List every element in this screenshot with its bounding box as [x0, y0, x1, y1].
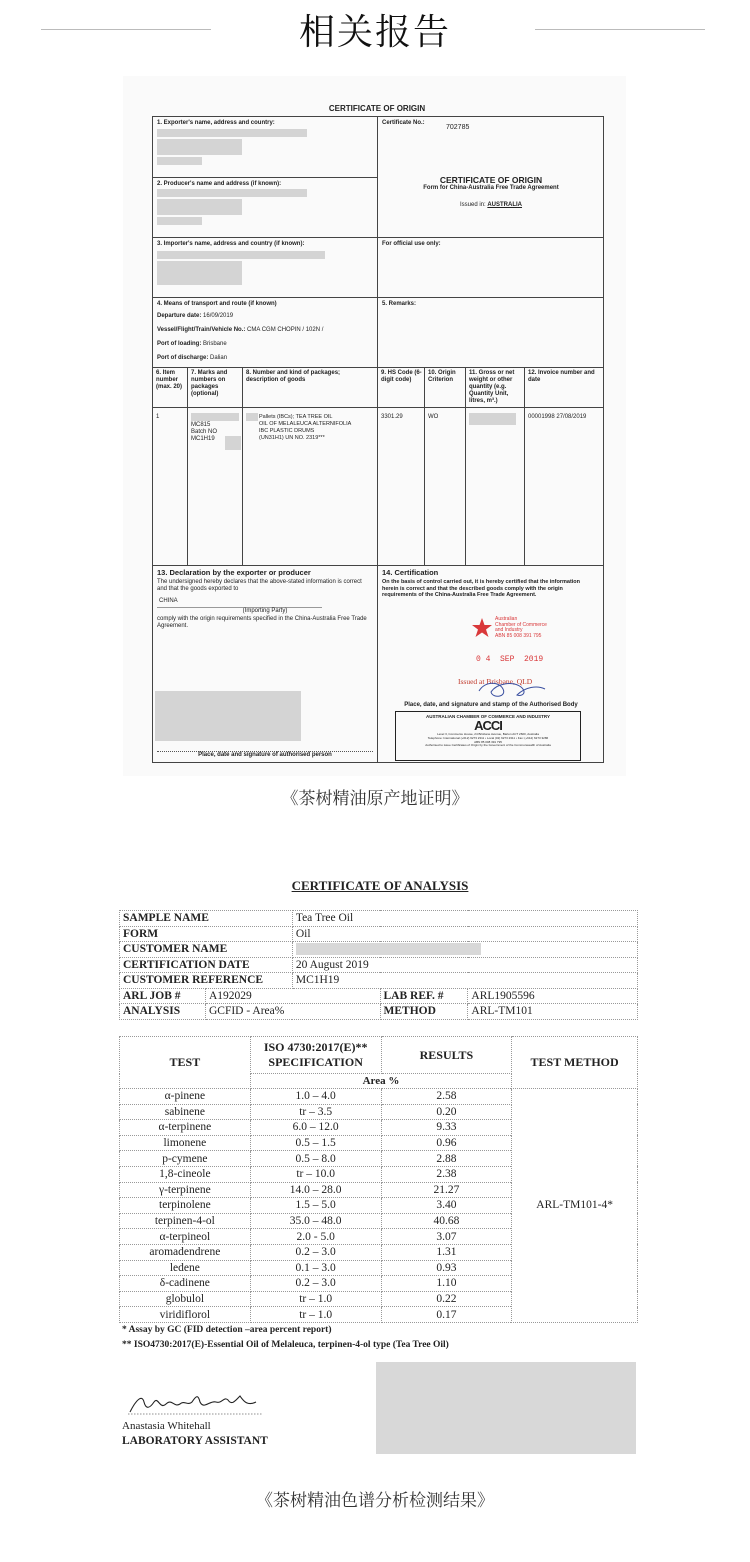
coo-col12-header: 12. Invoice number and date	[528, 370, 595, 383]
coo-box1-label: 1. Exporter's name, address and country:	[157, 120, 275, 126]
coa-arl-job-label: ARL JOB #	[120, 988, 206, 1004]
coa-signature	[126, 1390, 266, 1418]
coo-box2-label: 2. Producer's name and address (if known):	[157, 181, 282, 187]
coo-authorised-signature	[473, 677, 553, 703]
table-row	[120, 926, 638, 942]
coo-official-use-label: For official use only:	[382, 241, 441, 247]
coa-cert-date-label: CERTIFICATION DATE	[120, 957, 293, 973]
redacted-block	[157, 199, 242, 215]
coo-port-discharge-value: Dalian	[210, 355, 228, 361]
coo-col10-header: 10. Origin Criterion	[428, 370, 456, 383]
coo-row-line	[153, 565, 603, 566]
coa-cell-result: 40.68	[381, 1213, 512, 1229]
coo-departure-date: 16/09/2019	[203, 313, 234, 319]
coa-cell-result: 2.38	[381, 1166, 512, 1182]
coo-col8-header: 8. Number and kind of packages; description of goods	[246, 370, 341, 383]
coo-invoice: 00001998 27/08/2019	[528, 414, 587, 420]
coo-item-no: 1	[156, 414, 160, 420]
coa-cell-result: 0.22	[381, 1291, 512, 1307]
coo-col-line	[465, 367, 466, 565]
coo-col-line	[377, 367, 378, 762]
coa-unit: Area %	[250, 1074, 512, 1089]
coo-issued-in	[379, 202, 603, 209]
coa-cell-result: 21.27	[381, 1182, 512, 1198]
coo-doc-title: CERTIFICATE OF ORIGIN	[328, 104, 426, 113]
coo-row-line	[153, 407, 603, 408]
coa-cell-spec: 6.0 – 12.0	[250, 1120, 381, 1136]
coo-box13-sign: Place, date and signature of authorised person	[157, 751, 373, 759]
coo-form	[152, 116, 604, 763]
coo-box3-label: 3. Importer's name, address and country (if known):	[157, 241, 305, 247]
coo-col-line	[524, 367, 525, 565]
coa-title: CERTIFICATE OF ANALYSIS	[291, 878, 469, 893]
coo-stamp-line: Australian	[495, 616, 518, 622]
coo-marks: MC815 Batch NO MC1H19	[191, 422, 218, 442]
coo-hs-code: 3301.29	[381, 414, 403, 420]
coa-cell-result: 1.10	[381, 1276, 512, 1292]
coo-origin-criterion: WO	[428, 414, 439, 420]
coo-vessel	[157, 327, 323, 334]
redacted-block	[157, 157, 202, 165]
coo-port-loading	[157, 341, 227, 348]
coo-row-line	[153, 237, 603, 238]
coo-col-line	[424, 367, 425, 565]
coo-stamp-line: Chamber of Commerce	[495, 621, 547, 628]
redacted-block	[157, 277, 242, 285]
coo-right-title: CERTIFICATE OF ORIGIN	[439, 175, 543, 185]
coa-cell-test: δ-cadinene	[120, 1276, 251, 1292]
coa-lab-ref: ARL1905596	[468, 988, 638, 1004]
coa-form: Oil	[292, 926, 637, 942]
coo-issued-in-value: AUSTRALIA	[487, 202, 523, 208]
coo-row-line	[153, 177, 377, 178]
coo-port-loading-value: Brisbane	[203, 341, 227, 347]
coo-importing-party: (Importing Party)	[242, 608, 288, 614]
coa-method-label: METHOD	[380, 1004, 468, 1020]
redacted-block	[191, 413, 239, 421]
coa-cell-spec: tr – 1.0	[250, 1307, 381, 1323]
coo-col-line	[187, 367, 188, 565]
coo-stamp-line: and Industry	[495, 627, 523, 633]
coa-cell-result: 9.33	[381, 1120, 512, 1136]
coo-top-split	[377, 117, 378, 367]
coo-col7-header: 7. Marks and numbers on packages (optional)	[191, 370, 228, 397]
coa-cell-test: terpinolene	[120, 1198, 251, 1214]
coa-cell-spec: 0.5 – 8.0	[250, 1151, 381, 1167]
coa-cell-result: 3.40	[381, 1198, 512, 1214]
coa-cell-test: globulol	[120, 1291, 251, 1307]
table-row	[120, 1089, 638, 1105]
redacted-block	[157, 129, 307, 137]
coa-cell-test: α-terpinene	[120, 1120, 251, 1136]
coa-cell-spec: tr – 10.0	[250, 1166, 381, 1182]
coo-row-line	[153, 297, 603, 298]
coa-cell-result: 0.17	[381, 1307, 512, 1323]
coo-row-line	[153, 367, 603, 368]
coa-cell-spec: 0.2 – 3.0	[250, 1244, 381, 1260]
coo-departure	[157, 313, 233, 320]
coa-signatory: Anastasia Whitehall	[122, 1420, 211, 1432]
coo-box14-text: On the basis of control carried out, it is hereby certified that the information herein is correct and that the described goods comply with the origin requirements of the China-Australia Free Trade Agreement.	[382, 579, 581, 598]
coo-port-discharge	[157, 355, 227, 362]
header-rule-right	[535, 29, 705, 30]
coa-test-method-value: ARL-TM101-4*	[512, 1089, 638, 1323]
coo-port-loading-label: Port of loading:	[157, 341, 202, 347]
redacted-block	[157, 189, 307, 197]
coo-chamber-address: Level 3, Commerce House, 24 Brisbane Avenue, Barton ACT 2600, Australia	[437, 732, 539, 736]
coa-cell-test: terpinen-4-ol	[120, 1213, 251, 1229]
coa-cell-test: α-terpineol	[120, 1229, 251, 1245]
coo-box4-label: 4. Means of transport and route (if known)	[157, 301, 277, 307]
coa-cell-spec: 1.0 – 4.0	[250, 1089, 381, 1105]
table-row	[120, 988, 638, 1004]
coo-stamp-date: 0 4 SEP 2019	[476, 655, 544, 664]
coo-box13-text: The undersigned hereby declares that the above-stated information is correct and that the goods exported to	[157, 579, 362, 592]
coo-chamber-phone: Telephone: International (+612) 6273 2311 • Local (02) 6273 2311 • Fax: (+612) 6273 3286	[427, 735, 549, 740]
coa-note-1: * Assay by GC (FID detection –area percent report)	[122, 1325, 332, 1335]
coo-box13-text2: comply with the origin requirements specified in the China-Australia Free Trade Agreement.	[157, 616, 367, 629]
table-header-row	[120, 1037, 638, 1074]
coa-cell-result: 1.31	[381, 1244, 512, 1260]
coa-arl-job: A192029	[205, 988, 380, 1004]
coo-chamber-abn: ABN 85 008 391 795	[474, 739, 502, 744]
table-row	[120, 942, 638, 958]
coa-cell-test: p-cymene	[120, 1151, 251, 1167]
coa-cert-date: 20 August 2019	[292, 957, 637, 973]
coa-cell-result: 0.96	[381, 1135, 512, 1151]
coo-goods: Pallets (IBCs); TEA TREE OIL OIL OF MELALEUCA ALTERNIFOLIA IBC PLASTIC DRUMS (UN31H1) UN NO. 2319***	[259, 414, 352, 441]
coa-cell-test: viridiflorol	[120, 1307, 251, 1323]
coa-analysis: GCFID - Area%	[205, 1004, 380, 1020]
coa-cell-test: ledene	[120, 1260, 251, 1276]
coa-note-2: ** ISO4730:2017(E)-Essential Oil of Melaleuca, terpinen-4-ol type (Tea Tree Oil)	[122, 1340, 449, 1350]
section-title: 相关报告	[298, 12, 451, 53]
coo-box13-country: CHINA	[159, 598, 178, 604]
coo-chamber-footer: Authorised to issue Certificates of Origin by the Government of the Commonwealth of Australia	[425, 743, 551, 748]
chamber-star-logo-icon	[471, 617, 493, 639]
coo-box5-label: 5. Remarks:	[382, 301, 417, 307]
coa-col-spec: ISO 4730:2017(E)** SPECIFICATION	[250, 1037, 381, 1074]
coa-results-table	[119, 1036, 638, 1323]
coo-port-discharge-label: Port of discharge:	[157, 355, 209, 361]
coa-cell-spec: tr – 1.0	[250, 1291, 381, 1307]
coa-cell-spec: 0.2 – 3.0	[250, 1276, 381, 1292]
coo-col11-header: 11. Gross or net weight or other quantity (e.g. Quantity Unit, litres, m³.)	[469, 370, 515, 404]
table-row	[120, 957, 638, 973]
coa-cell-spec: 2.0 - 5.0	[250, 1229, 381, 1245]
coa-results-body	[120, 1089, 638, 1323]
coo-cert-no: 702785	[446, 124, 470, 131]
coa-cust-ref: MC1H19	[292, 973, 637, 989]
coa-cell-spec: tr – 3.5	[250, 1104, 381, 1120]
redacted-signature-block	[155, 691, 301, 741]
coo-chamber-name: AUSTRALIAN CHAMBER OF COMMERCE AND INDUSTRY	[426, 714, 550, 719]
coo-issued-at: Issued at Brisbane, QLD	[458, 677, 533, 686]
coa-cell-spec: 35.0 – 48.0	[250, 1213, 381, 1229]
coa-cell-spec: 1.5 – 5.0	[250, 1198, 381, 1214]
coa-customer-name-redacted	[292, 942, 637, 958]
coa-cell-spec: 0.5 – 1.5	[250, 1135, 381, 1151]
redacted-block	[157, 139, 242, 155]
redacted-block	[157, 217, 202, 225]
coa-cell-result: 0.93	[381, 1260, 512, 1276]
coo-col9-header: 9. HS Code (6-digit code)	[381, 370, 422, 383]
coa-cell-result: 0.20	[381, 1104, 512, 1120]
coa-cell-spec: 0.1 – 3.0	[250, 1260, 381, 1276]
coo-issued-in-label: Issued in:	[459, 202, 486, 208]
coa-sample-name-label: SAMPLE NAME	[120, 911, 293, 927]
redacted-block	[225, 436, 241, 450]
redacted-stamp-block	[376, 1362, 636, 1454]
coa-cust-ref-label: CUSTOMER REFERENCE	[120, 973, 293, 989]
coa-col-method: TEST METHOD	[512, 1037, 638, 1089]
coa-col-test: TEST	[120, 1037, 251, 1089]
redacted-block	[469, 413, 516, 425]
coo-right-subtitle: Form for China-Australia Free Trade Agreement	[423, 185, 559, 191]
coo-cert-no-label: Certificate No.:	[382, 120, 425, 126]
coo-box13-title: 13. Declaration by the exporter or producer	[157, 568, 311, 577]
caption-origin-certificate: 《茶树精油原产地证明》	[281, 789, 469, 809]
coo-departure-label: Departure date:	[157, 313, 202, 319]
coo-vessel-label: Vessel/Flight/Train/Vehicle No.:	[157, 327, 246, 333]
coa-cell-test: γ-terpinene	[120, 1182, 251, 1198]
coa-cell-test: limonene	[120, 1135, 251, 1151]
coa-sample-name: Tea Tree Oil	[292, 911, 637, 927]
coa-cell-test: α-pinene	[120, 1089, 251, 1105]
coa-cell-result: 2.58	[381, 1089, 512, 1105]
table-row	[120, 911, 638, 927]
coo-box14-sign: Place, date, and signature and stamp of the Authorised Body	[404, 702, 578, 708]
coa-analysis-label: ANALYSIS	[120, 1004, 206, 1020]
coa-form-label: FORM	[120, 926, 293, 942]
coo-box14-title: 14. Certification	[382, 568, 439, 577]
coo-chamber-panel	[395, 711, 581, 761]
coo-col-line	[242, 367, 243, 565]
coo-stamp-text	[495, 617, 547, 639]
coa-cell-spec: 14.0 – 28.0	[250, 1182, 381, 1198]
coa-signatory-role: LABORATORY ASSISTANT	[122, 1435, 268, 1447]
acci-logo: ACCI	[474, 718, 502, 733]
coo-col6-header: 6. Item number (max. 20)	[156, 370, 183, 390]
redacted-block	[157, 251, 325, 259]
coa-cell-result: 2.88	[381, 1151, 512, 1167]
coa-method: ARL-TM101	[468, 1004, 638, 1020]
coa-info-table	[119, 910, 638, 1020]
table-row	[120, 973, 638, 989]
coa-col-results: RESULTS	[381, 1037, 512, 1074]
coo-stamp-line: ABN 85 008 391 795	[495, 632, 542, 639]
redacted-block	[157, 261, 242, 277]
caption-analysis-result: 《茶树精油色谱分析检测结果》	[256, 1491, 494, 1511]
coa-lab-ref-label: LAB REF. #	[380, 988, 468, 1004]
coo-vessel-value: CMA CGM CHOPIN / 102N /	[247, 327, 324, 333]
coa-customer-name-label: CUSTOMER NAME	[120, 942, 293, 958]
coa-cell-test: sabinene	[120, 1104, 251, 1120]
coa-cell-result: 3.07	[381, 1229, 512, 1245]
table-row	[120, 1004, 638, 1020]
coa-cell-test: 1,8-cineole	[120, 1166, 251, 1182]
coa-cell-test: aromadendrene	[120, 1244, 251, 1260]
